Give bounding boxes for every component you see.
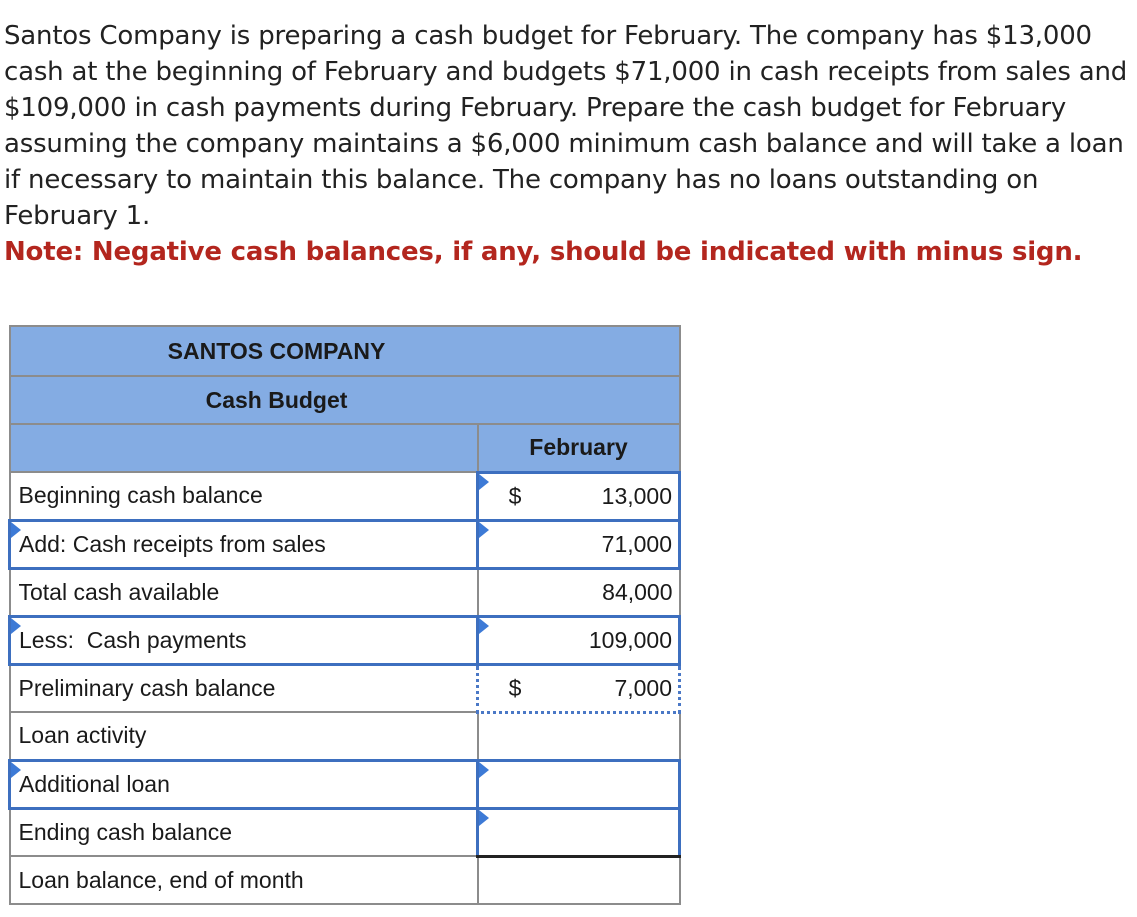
- cash-payments-value: 109,000: [588, 626, 673, 653]
- input-marker-icon: [479, 618, 489, 634]
- cash-receipts-value: 71,000: [601, 530, 673, 557]
- preliminary-cash-value: 7,000: [614, 674, 673, 701]
- cash-payments-input[interactable]: [478, 616, 680, 664]
- problem-text: Santos Company is preparing a cash budget for February. The company has $13,000 cash at the beginning of February and budgets $71,000 in cash receipts from sales and $109,000 in cash payments during February. Prepare the cash budget for February assuming the company maintains a $6,000 minimum cash balance and will take a loan if necessary to maintain this balance. The company has no loans outstanding on February 1.: [4, 21, 1128, 231]
- table-row: [10, 664, 680, 712]
- table-row: [10, 712, 680, 760]
- cash-receipts-label-select[interactable]: Add: Cash receipts from sales: [10, 520, 478, 568]
- table-row: [10, 856, 680, 904]
- cash-payments-label-select[interactable]: Less: Cash payments: [10, 616, 478, 664]
- table-row: [10, 472, 680, 520]
- row-label-total-cash: Total cash available: [10, 568, 478, 616]
- input-marker-icon: [11, 618, 21, 634]
- table-row: [10, 520, 680, 568]
- additional-loan-input[interactable]: [478, 760, 680, 808]
- input-marker-icon: [479, 474, 489, 490]
- loan-balance-cell[interactable]: [478, 856, 680, 904]
- preliminary-cash-cell: [478, 664, 680, 712]
- row-label-beginning-cash: Beginning cash balance: [10, 472, 478, 520]
- total-cash-cell: [478, 568, 680, 616]
- dollar-sign: $: [508, 482, 522, 509]
- beginning-cash-value: 13,000: [601, 482, 673, 509]
- table-row: [10, 808, 680, 856]
- table-row: [10, 616, 680, 664]
- ending-cash-input[interactable]: [478, 808, 680, 856]
- total-cash-value: 84,000: [602, 578, 673, 605]
- input-marker-icon: [479, 810, 489, 826]
- table-row: [10, 760, 680, 808]
- input-marker-icon: [11, 522, 21, 538]
- dollar-sign: $: [508, 674, 522, 701]
- problem-note: Note: Negative cash balances, if any, should be indicated with minus sign.: [4, 237, 1083, 267]
- company-name-header: SANTOS COMPANY: [10, 326, 680, 376]
- input-marker-icon: [479, 762, 489, 778]
- row-label-loan-activity: Loan activity: [10, 712, 478, 760]
- row-label-ending-cash: Ending cash balance: [10, 808, 478, 856]
- beginning-cash-input[interactable]: [478, 472, 680, 520]
- cash-budget-table: [8, 325, 681, 905]
- input-marker-icon: [11, 762, 21, 778]
- row-label-preliminary-cash: Preliminary cash balance: [10, 664, 478, 712]
- input-marker-icon: [479, 522, 489, 538]
- row-label-loan-balance: Loan balance, end of month: [10, 856, 478, 904]
- budget-title-header: Cash Budget: [10, 376, 680, 424]
- loan-activity-cell: [478, 712, 680, 760]
- table-row: [10, 568, 680, 616]
- month-header: February: [478, 424, 680, 472]
- problem-statement: [4, 18, 1134, 270]
- additional-loan-label-select[interactable]: Additional loan: [10, 760, 478, 808]
- cash-receipts-input[interactable]: [478, 520, 680, 568]
- month-header-blank: [10, 424, 478, 472]
